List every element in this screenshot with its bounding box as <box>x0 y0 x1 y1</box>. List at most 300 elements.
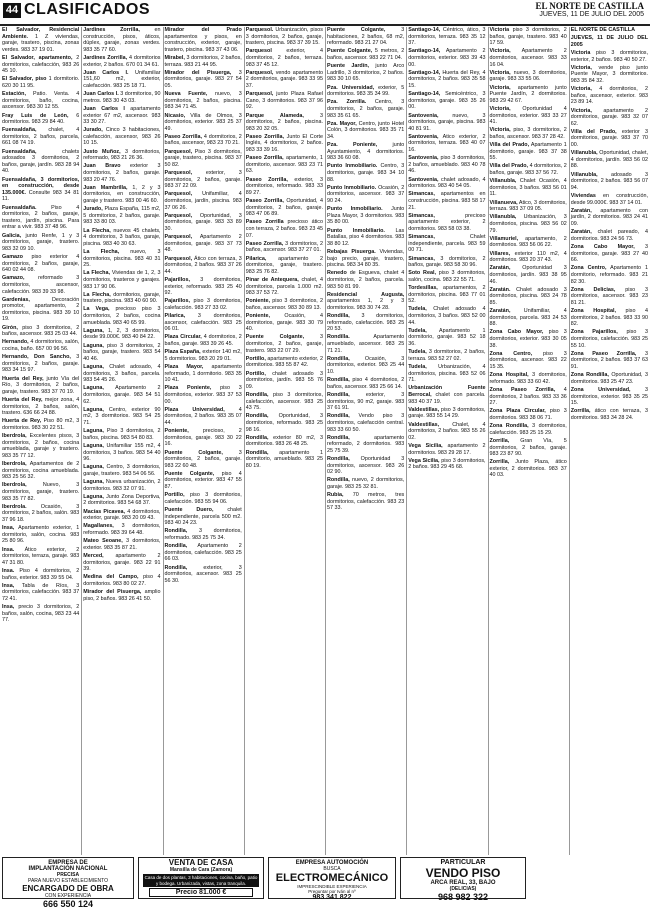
listing-heading: Victoria, <box>489 48 511 55</box>
listing-text: 4 dormitorios, 2 baños, garaje. 983 37 56 72. <box>489 163 567 177</box>
listing-text: Junto El Corte Inglés, 4 dormitorios, 2 baños. 983 33 39 16. <box>245 133 323 154</box>
classified-listing <box>327 85 404 98</box>
listing-heading: Jurado, <box>83 206 103 213</box>
classified-listing <box>571 193 648 206</box>
listing-heading: Villa del Prado, <box>489 163 529 170</box>
ad-line: (DELICIAS) <box>449 886 477 892</box>
listing-text: Unifamiliar 155 m2, 4 dormitorios, 3 baños. 983 54 40 96. <box>83 442 161 463</box>
classified-listing <box>408 256 485 269</box>
listing-text: 3 dormitorios, garaje. 983 27 40 66. <box>570 243 648 264</box>
listing-heading: Victoria, <box>489 69 511 76</box>
listing-heading: Jardines Zorrilla, <box>83 27 140 33</box>
listing-heading: Tudela, <box>408 349 427 356</box>
listing-text: apartamentos, 2 dormitorios, piscina. 983 77 01 52. <box>408 285 486 305</box>
listing-text: precioso, 2 dormitorios, garaje. 983 30 22 16. <box>164 428 242 448</box>
listing-text: 3 dormitorios, reformado. 983 25 75 34. <box>164 528 242 541</box>
listing-text: exterior, 5 dormitorios. 983 35 34 99. <box>327 84 405 98</box>
listing-text: 3 dormitorios, 2 baños. 983 37 63 91. <box>570 350 648 370</box>
listing-heading: Soto Real, <box>408 270 436 277</box>
listing-heading: Jardines Zorrilla, <box>83 54 128 61</box>
listing-text: apartamento con jardín, 2 dormitorios. 983 24 41 09. <box>570 207 648 227</box>
listing-heading: Juan Carlos I. <box>83 69 129 76</box>
ad-line: BUSCA <box>323 866 341 872</box>
listing-heading: Juan Bravo <box>83 163 121 170</box>
listing-heading: Rondilla, <box>164 528 188 535</box>
classified-listing <box>327 377 404 390</box>
listing-text: Gran Vía, 5 dormitorios, 2 baños, garaje. 983 23 87 90. <box>489 437 567 458</box>
listing-heading: Tudela, <box>408 364 427 370</box>
classified-listing <box>571 372 648 385</box>
listing-text: 4 dormitorios, 2 baños, ascensor, exterior. 983 23 89 14. <box>570 86 649 106</box>
listing-heading: Galicia, <box>2 232 22 239</box>
classified-listing <box>83 538 160 551</box>
listing-text: Apartamento amueblado, ascensor. 983 25 71 21. <box>327 334 405 354</box>
listing-heading: Parquesol, <box>164 148 193 155</box>
classified-listing <box>571 408 648 421</box>
listing-text: chalet adosado 3 dormitorios, jardín. 983 55 76 09. <box>245 370 324 390</box>
classified-listing <box>2 91 79 111</box>
listing-heading: Paseo Zorrilla <box>245 219 284 226</box>
listing-text: apartamento, 1 dormitorio, ascensor. 983 23 71 63. <box>245 155 324 175</box>
listing-heading: Residencial Augusta, <box>327 291 405 298</box>
listing-heading: Victoria <box>570 49 591 56</box>
classified-listing <box>490 70 567 83</box>
listing-text: Excelentes pisos, 3 dormitorios, 2 baños, cocina amueblada, garaje y trastero. 983 35 77 12. <box>2 433 80 459</box>
listing-heading: Rondilla, <box>327 456 350 463</box>
classified-listing <box>571 86 648 106</box>
listing-text: mejor zona, 4 dormitorios, 2 baños, salón, trastero. 636 66 24 88. <box>2 396 80 417</box>
classified-listing <box>490 127 567 140</box>
classified-listing <box>246 155 323 175</box>
listing-text: apartamento reformado, 2 dormitorios. 983 25 75 39. <box>327 434 405 454</box>
listing-heading: Rondilla. <box>327 334 350 341</box>
listing-heading: Pilarica, <box>164 313 186 320</box>
listing-heading: Victoria, <box>489 127 511 134</box>
classified-listing <box>2 27 79 53</box>
listing-heading: Fuensaldaña. <box>2 204 37 211</box>
listing-heading: Santiago-14, <box>408 48 441 55</box>
classified-listing <box>83 206 160 226</box>
listing-heading: Rondilla, <box>245 413 269 420</box>
listing-text: chalets adosados 3 dormitorios, 2 baños, garaje, jardín. 983 28 94 40. <box>2 148 80 175</box>
listing-text: Piso 3 dormitorios, garaje, trastero, piscina. 983 37 50 82. <box>164 148 242 168</box>
listing-heading: Puente Jardín, <box>327 63 370 70</box>
listing-heading: Villanubla, <box>570 150 598 157</box>
classified-listing <box>83 407 160 427</box>
listing-heading: Laguna, <box>83 442 104 449</box>
listing-text: chalet con parcela. 983 40 37 19. <box>408 391 486 405</box>
classified-listing <box>83 163 160 183</box>
listing-text: piso 3 dormitorios, ascensor. 983 23 81 21. <box>570 286 649 306</box>
classified-column <box>165 27 242 855</box>
classified-listing <box>327 121 404 141</box>
listing-heading: EL NORTE DE CASTILLA <box>570 27 636 33</box>
classified-listing <box>165 256 242 276</box>
listing-text: 3 dormitorios, calefacción. 983 25 15 29. <box>489 423 567 436</box>
listing-text: Piso 4 dormitorios, 2 baños, garaje, trastero, jardín, piscina. Para entrar a vivir. 983 37 48 96. <box>2 204 80 231</box>
listing-text: Oportunidad 3 dormitorios, jardín. 983 38 95 46. <box>489 265 567 285</box>
classified-listing <box>2 55 79 75</box>
listing-text: Apartamento 2 dormitorios, calefacción. 983 25 66 03. <box>164 543 242 563</box>
listing-heading: Laguna, <box>83 428 104 435</box>
classified-listing <box>571 208 648 228</box>
listing-text: piso 3 dormitorios, 2 baños, amueblado. 983 40 78 46. <box>408 155 486 175</box>
column-rule <box>406 27 407 855</box>
listing-text: 3 dormitorios, 2 baños, ascensor. 983 37 27 01. <box>245 240 323 254</box>
classified-listing <box>165 313 242 333</box>
listing-heading: Portillo, <box>245 370 266 377</box>
listing-text: 4 dormitorios, exterior, garaje. 983 20 09 43. <box>83 508 161 522</box>
listing-heading: Victoria <box>489 27 510 33</box>
ad-line: PARA NUEVO ESTABLECIMIENTO <box>27 878 109 884</box>
listing-text: 5 metros, 2 baños, ascensor. 983 22 71 04. <box>327 48 405 61</box>
classified-listing <box>490 387 567 407</box>
classified-listing <box>246 334 323 354</box>
listing-heading: Rondilla, <box>164 564 188 571</box>
listing-heading: Laguna, <box>83 327 104 334</box>
classified-listing <box>327 356 404 376</box>
listing-heading: Merced, <box>83 552 104 559</box>
listing-text: Chalet, 4 dormitorios, 2 baños. 983 55 26 02. <box>408 421 486 441</box>
classified-listing <box>246 91 323 111</box>
classified-listing <box>83 464 160 477</box>
listing-text: exterior, 3 dormitorios, ascensor. 983 25 56 30. <box>164 564 242 584</box>
classified-listing <box>246 241 323 254</box>
listing-heading: Juan Mambrilla, <box>83 184 128 191</box>
listing-text: Cinco 3 habitaciones, calefacción, ascensor, 983 26 10 15. <box>83 127 161 147</box>
classified-listing <box>327 456 404 476</box>
classified-listing <box>246 356 323 369</box>
classified-listing <box>246 435 323 448</box>
listing-text: Oportunidad 3 dormitorios, ascensor. 983 26 02 90. <box>327 456 405 476</box>
listing-heading: Rondilla, <box>327 434 350 441</box>
listing-text: piso 4 dormitorios. 983 80 02 27. <box>83 574 161 587</box>
classified-listing <box>327 313 404 333</box>
listing-heading: Iberdrola. <box>2 503 27 510</box>
listing-heading: Insa, <box>2 582 15 589</box>
listing-heading: Fuensaldaña, <box>2 127 37 134</box>
classified-listing <box>246 134 323 154</box>
listing-heading: Zona Centro, <box>570 265 607 272</box>
listing-heading: Huerta del Rey, <box>2 396 43 403</box>
listing-text: nuevo, 2 dormitorios, garaje. 983 25 32 81. <box>327 477 405 491</box>
listing-text: 3 dormitorios, 2 baños, terraza. 983 52 27 02. <box>408 349 486 362</box>
classified-listing <box>83 185 160 205</box>
listing-heading: El Salvador, Residencial Ambiente. <box>2 27 80 40</box>
classified-listing <box>571 27 648 34</box>
ad-vendo-piso <box>400 857 526 902</box>
listing-heading: Parquesol, <box>245 91 274 98</box>
listing-text: apartamento exterior 67 m2, ascensor. 983 33 30 27. <box>83 105 161 126</box>
classified-listing <box>571 229 648 242</box>
listing-text: piso 3 dormitorios, 2 baños, garaje, trastero. 983 40 17 59. <box>489 27 567 47</box>
listing-heading: Juan Carlos I <box>83 105 125 112</box>
listing-text: 3 dormitorios, exterior. 983 35 25 15. <box>570 386 649 407</box>
classified-listing <box>571 65 648 85</box>
listing-text: 3 habitaciones, 2 baños, 68 m2, reformado. 983 21 27 04. <box>327 27 405 47</box>
listing-heading: Zona Paseo Zorrilla, <box>570 350 637 357</box>
listing-heading: Laguna, <box>83 493 104 500</box>
listing-heading: Puente Colgante, <box>245 334 305 341</box>
listing-text: junto Arco Ladrillo, 3 dormitorios, 2 baños. 983 30 10 65. <box>327 63 405 83</box>
listing-text: piso 3 dormitorios, ascensor. 983 22 15 35. <box>489 350 567 370</box>
listing-heading: Simancas, <box>408 191 435 198</box>
classified-listing <box>490 459 567 479</box>
listing-text: Chalet adosado, 4 dormitorios, 3 baños, parcela. 983 54 45 26. <box>83 364 161 384</box>
classified-listing <box>571 150 648 170</box>
classified-listing <box>408 364 485 384</box>
classified-listing <box>165 170 242 190</box>
listing-text: exterior 110 m2, 4 dormitorios. 983 20 37 43. <box>489 250 567 264</box>
classified-listing <box>327 185 404 205</box>
classified-listing <box>165 191 242 211</box>
listing-text: apartamento exterior, 2 dormitorios. 983 55 87 42. <box>245 355 323 369</box>
classified-listing <box>571 351 648 371</box>
classified-listing <box>165 565 242 585</box>
listing-heading: Villanueva, <box>489 199 518 206</box>
listing-heading: Santiago-14, <box>408 91 441 98</box>
classified-listing <box>2 397 79 417</box>
classified-listing <box>83 364 160 384</box>
listing-text: 4 dormitorios, 2 baños, ascensor, 983 23 70 21. <box>164 133 242 147</box>
listing-heading: Rondilla, <box>327 413 350 420</box>
classified-listing <box>490 142 567 162</box>
listing-text: Piso 3 dormitorios, 2 baños, piscina. 983 54 80 83. <box>83 428 161 441</box>
classified-listing <box>408 385 485 405</box>
classified-listing <box>83 292 160 305</box>
listing-heading: Villanubla, <box>489 214 517 221</box>
ad-phone: 983 341 822 <box>312 894 352 901</box>
listing-text: piso 3 dormitorios, 2 baños, ascensor. 983 25 03 44. <box>2 324 80 338</box>
listing-text: Apartamento 2 dormitorios, exterior. 983 39 43 00. <box>408 48 486 68</box>
listing-heading: Santiago-14, <box>408 27 441 33</box>
listing-text: Viviendas, bajo precio, garaje, trastero, piscina. 983 34 80 35. <box>327 248 405 269</box>
classified-listing <box>571 35 648 48</box>
classified-listing <box>246 219 323 239</box>
classified-listing <box>165 91 242 111</box>
listing-text: Ocasión, 2 dormitorios, ascensor. 983 37 90 24. <box>327 184 405 204</box>
listing-heading: Punto Inmobiliario. <box>327 206 383 213</box>
classified-listing <box>571 50 648 63</box>
classified-listing <box>2 149 79 175</box>
listing-text: 3 dormitorios, 2 baños, garaje. 983 34 15 97. <box>2 354 80 374</box>
listing-heading: La Flecha, <box>83 291 111 298</box>
listing-text: Apartamento 1 dormitorio, garaje. 983 52 18 36. <box>408 327 486 348</box>
classified-listing <box>490 163 567 176</box>
classified-listing <box>327 228 404 248</box>
ad-electromecanico <box>268 857 396 899</box>
ad-line: Preguntar por Iván al nº <box>308 889 356 894</box>
listing-text: 3 dormitorios, garaje. 983 27 54 05. <box>164 69 242 89</box>
listing-text: Ocasión, 3 dormitorios, 2 baños, salón. 983 37 96 18. <box>2 503 80 524</box>
listing-text: chalet independiente, parcela 500 m2. 983 40 24 23. <box>164 507 242 527</box>
listing-text: 4 dormitorios, 2 baños, garaje. 983 39 26 45. <box>164 334 242 348</box>
classified-listing <box>2 177 79 203</box>
listing-text: piso 4 dormitorios, exterior. 983 47 55 87. <box>164 470 242 491</box>
classified-column <box>2 27 79 855</box>
listing-text: piso 3 dormitorios. 983 38 06 71. <box>489 408 567 421</box>
listing-text: Viviendas de 1, 2, 3 dormitorios, trasteros y garajes. 983 17 90 06. <box>83 270 161 290</box>
listing-text: precioso ático con terraza, 2 baños. 983 23 45 07. <box>245 219 324 239</box>
listing-text: piso 4 dormitorios, 2 baños. 983 33 90 82. <box>570 308 649 328</box>
listing-text: piso 3 dormitorios, exterior, 2 baños. 983 40 50 27. <box>570 49 649 63</box>
classified-listing <box>571 387 648 407</box>
listing-text: Apartamentos de 2 dormitorios, cocina amueblada. 983 25 56 32. <box>2 461 80 481</box>
listing-text: exterior, 4 dormitorios, 2 baños, terraza. 983 37 45 12. <box>245 48 323 68</box>
classified-listing <box>408 134 485 154</box>
classified-listing <box>490 85 567 105</box>
listing-heading: La Flecha, <box>83 248 120 255</box>
listing-text: 3 dormitorios, 2 baños, garaje, trastero. 983 22 07 29. <box>245 334 323 354</box>
listing-heading: Mirador del Pisuerga, <box>83 589 142 596</box>
listing-heading: Laguna, <box>83 479 104 486</box>
listing-text: exterior, 3 dormitorios, 90 m2, garaje. 983 37 61 91. <box>327 391 405 412</box>
listing-heading: Iberdrola, <box>2 433 27 440</box>
listing-heading: Victoria, <box>570 64 592 71</box>
classified-listing <box>571 172 648 192</box>
page-number: 44 <box>3 3 21 18</box>
listing-text: piso, 3 dormitorios, 2 baños, ascensor. 983 37 28 42. <box>489 127 567 140</box>
classified-listing <box>327 48 404 61</box>
classified-listing <box>246 27 323 47</box>
listing-text: 3 dormitorios, 90 metros. 983 30 43 03. <box>83 91 161 104</box>
listing-text: apartamento, 2 dormitorios. 983 56 06 22. <box>489 235 567 249</box>
listing-heading: Santovenia, <box>408 176 439 183</box>
ad-body: Casa de dos plantas, 3 habitaciones, cocina, baño, patio y bodega. Urbanizada, vistas, zona tranquila. <box>144 875 258 886</box>
listing-text: Nueva urbanización, 2 dormitorios. 983 32 07 91. <box>83 479 161 492</box>
listing-text: Unifamiliar, 4 dormitorios, parcela. 983 24 53 88. <box>489 308 567 328</box>
listing-heading: Zaratán. <box>489 286 511 293</box>
listing-text: amplio piso, 2 baños. 983 26 41 50. <box>83 589 161 602</box>
listing-heading: Puente Duero, <box>164 507 214 514</box>
listing-heading: Santovenia, <box>408 133 439 140</box>
classified-listing <box>83 553 160 573</box>
classified-listing <box>165 298 242 311</box>
publication-name: EL NORTE DE CASTILLA <box>535 1 644 11</box>
column-rule <box>488 27 489 855</box>
listing-heading: El Salvador, piso <box>2 76 47 83</box>
listing-text: piso 3 dormitorios, 2 baños. 983 29 45 68. <box>408 457 486 471</box>
listing-text: 3 dormitorios, reformado, 983 21 26 36. <box>83 148 161 162</box>
listing-text: dormitorios, garaje, trastero, piscina. 983 40 60 90. <box>83 291 161 305</box>
classified-listing <box>2 339 79 352</box>
listing-heading: Zona Centro, <box>489 350 533 357</box>
ad-line: VENTA DE CASA <box>168 858 234 867</box>
classified-listing <box>83 228 160 248</box>
listing-heading: Huerta de Rey, <box>2 418 42 425</box>
classified-listing <box>83 249 160 269</box>
classified-listing <box>327 392 404 412</box>
classified-listing <box>327 334 404 354</box>
listing-heading: Plaza Circular, <box>164 334 202 341</box>
listing-text: Oportunidad 4 dormitorios, exterior. 983 33 27 41. <box>489 105 567 126</box>
listing-heading: Paseo Zorrilla, <box>245 176 288 183</box>
listing-text: Centro, 3 dormitorios, 2 baños, garaje. 983 35 61 65. <box>327 99 405 119</box>
listing-text: apartamento 1 dormitorio, amueblado. 983 25 80 19. <box>245 449 323 469</box>
classified-listing <box>408 349 485 362</box>
listing-text: nuevo, 3 dormitorios, piscina. 983 40 31 25. <box>83 248 161 269</box>
listing-text: apartamento 2 dormitorios. 983 29 28 17. <box>408 442 486 456</box>
classified-listing <box>83 443 160 463</box>
listing-heading: Punto Inmobiliario. <box>327 163 378 170</box>
listing-heading: Pajarillos, <box>164 298 190 305</box>
classified-listing <box>165 134 242 147</box>
classified-column <box>246 27 323 855</box>
classified-listing <box>2 504 79 524</box>
listing-heading: El Salvador, apartamento, <box>2 54 73 61</box>
classified-listing <box>83 589 160 602</box>
ad-line: VENDO PISO <box>425 866 501 880</box>
listing-text: Chalet adosado 4 dormitorios, 3 baños. 983 52 00 44. <box>408 306 486 326</box>
classified-listing <box>165 277 242 297</box>
classified-listing <box>490 27 567 47</box>
listing-text: Oportunidad, 3 dormitorios, reformado. 983 25 98 16. <box>245 413 323 433</box>
listing-text: 3 dormitorios, reformado, calefacción. 983 25 20 53. <box>327 313 405 333</box>
classified-listing <box>2 547 79 567</box>
listing-heading: Iberdrola, <box>2 482 27 489</box>
listing-heading: Laguna, <box>83 342 104 349</box>
listing-heading: Justo Muñoz, <box>83 148 121 155</box>
listing-heading: Fuensaldaña, 3 dormitorios, en construcción, desde 135.000€. <box>2 176 80 196</box>
listing-text: piso exterior 4 dormitorios, 2 baños, garaje, 640 02 44 08. <box>2 253 80 274</box>
classified-listing <box>2 482 79 502</box>
listing-heading: Huerta del Rey, <box>2 375 44 382</box>
listing-text: Apartamento 2 dormitorios, garaje. 983 54 51 62. <box>83 385 161 405</box>
ad-price: Precio 81.000 € <box>149 888 253 897</box>
classified-listing <box>2 461 79 481</box>
classified-listing <box>2 433 79 459</box>
classified-columns <box>2 27 648 855</box>
listing-text: exterior 140 m2, 5 dormitorios. 983 20 29 01. <box>164 349 242 362</box>
listing-text: piso 3 dormitorios, 2 baños, garaje, trastero. 983 54 40 46. <box>83 342 161 362</box>
listing-heading: Gamazo, <box>2 275 25 282</box>
listing-text: apartamento 2 dormitorios, garaje, trastero. 983 25 76 82. <box>245 255 324 275</box>
classified-listing <box>408 270 485 283</box>
listing-text: exterior, 3 dormitorios, 2 baños, garaje. 983 37 22 09. <box>164 170 242 190</box>
listing-text: chalet pareado, 4 dormitorios. 983 24 56 73. <box>570 229 648 242</box>
listing-text: vendo apartamento 2 dormitorios, garaje. 983 33 95 37. <box>245 69 324 89</box>
listing-text: exterior 3 dormitorios, 2 baños, garaje. 983 20 47 76. <box>83 163 161 183</box>
listing-heading: Zona Pajarillos, <box>570 329 618 336</box>
listing-text: apartamentos y pisos, en construcción, exterior, garaje, trastero, piscina. 983 37 43 06. <box>164 33 242 53</box>
classified-listing <box>246 313 323 333</box>
ad-line: PARTICULAR <box>440 859 486 866</box>
listing-heading: Pajarillos, <box>164 276 190 283</box>
classified-listing <box>83 270 160 290</box>
listing-heading: Rondilla, <box>327 355 350 362</box>
listing-text: Apartamento exterior, 1 dormitorio, salón, cocina. 983 25 80 96. <box>2 525 80 545</box>
listing-heading: Urbanización Fuente Berrocal, <box>408 385 486 398</box>
ad-phone: 666 550 124 <box>42 899 94 909</box>
listing-heading: Zona Rondilla, <box>570 372 609 379</box>
classified-listing <box>246 371 323 391</box>
listing-text: Apartamento 2 dormitorios, garaje. 983 37 73 48. <box>164 234 242 254</box>
listing-heading: Zaratán, <box>489 265 511 272</box>
listing-heading: Plaza Poniente, <box>164 385 212 392</box>
classified-listing <box>165 428 242 448</box>
listing-text: Ático exterior, 2 dormitorios, terraza, garaje. 983 47 31 80. <box>2 546 80 566</box>
listing-text: precioso apartamento exterior, 2 dormitorios. 983 58 03 38. <box>408 212 486 232</box>
listing-text: en construcción, pisos, áticos, dúplex, garaje, zonas verdes. 983 35 77 60. <box>83 27 161 53</box>
listing-heading: Tudela, <box>408 306 427 313</box>
listing-text: Piso 4 dormitorios, 2 baños, exterior. 983 39 55 04. <box>2 567 80 581</box>
listing-text: Centro, 3 dormitorios, garaje. 983 34 10 88. <box>327 163 405 183</box>
listing-heading: Rondilla, <box>245 391 269 398</box>
classified-listing <box>83 385 160 405</box>
classified-listing <box>2 376 79 396</box>
listing-text: Atico exterior, 2 dormitorios, terraza. 983 40 07 16. <box>408 133 486 154</box>
listing-heading: Jurado, <box>83 127 103 134</box>
